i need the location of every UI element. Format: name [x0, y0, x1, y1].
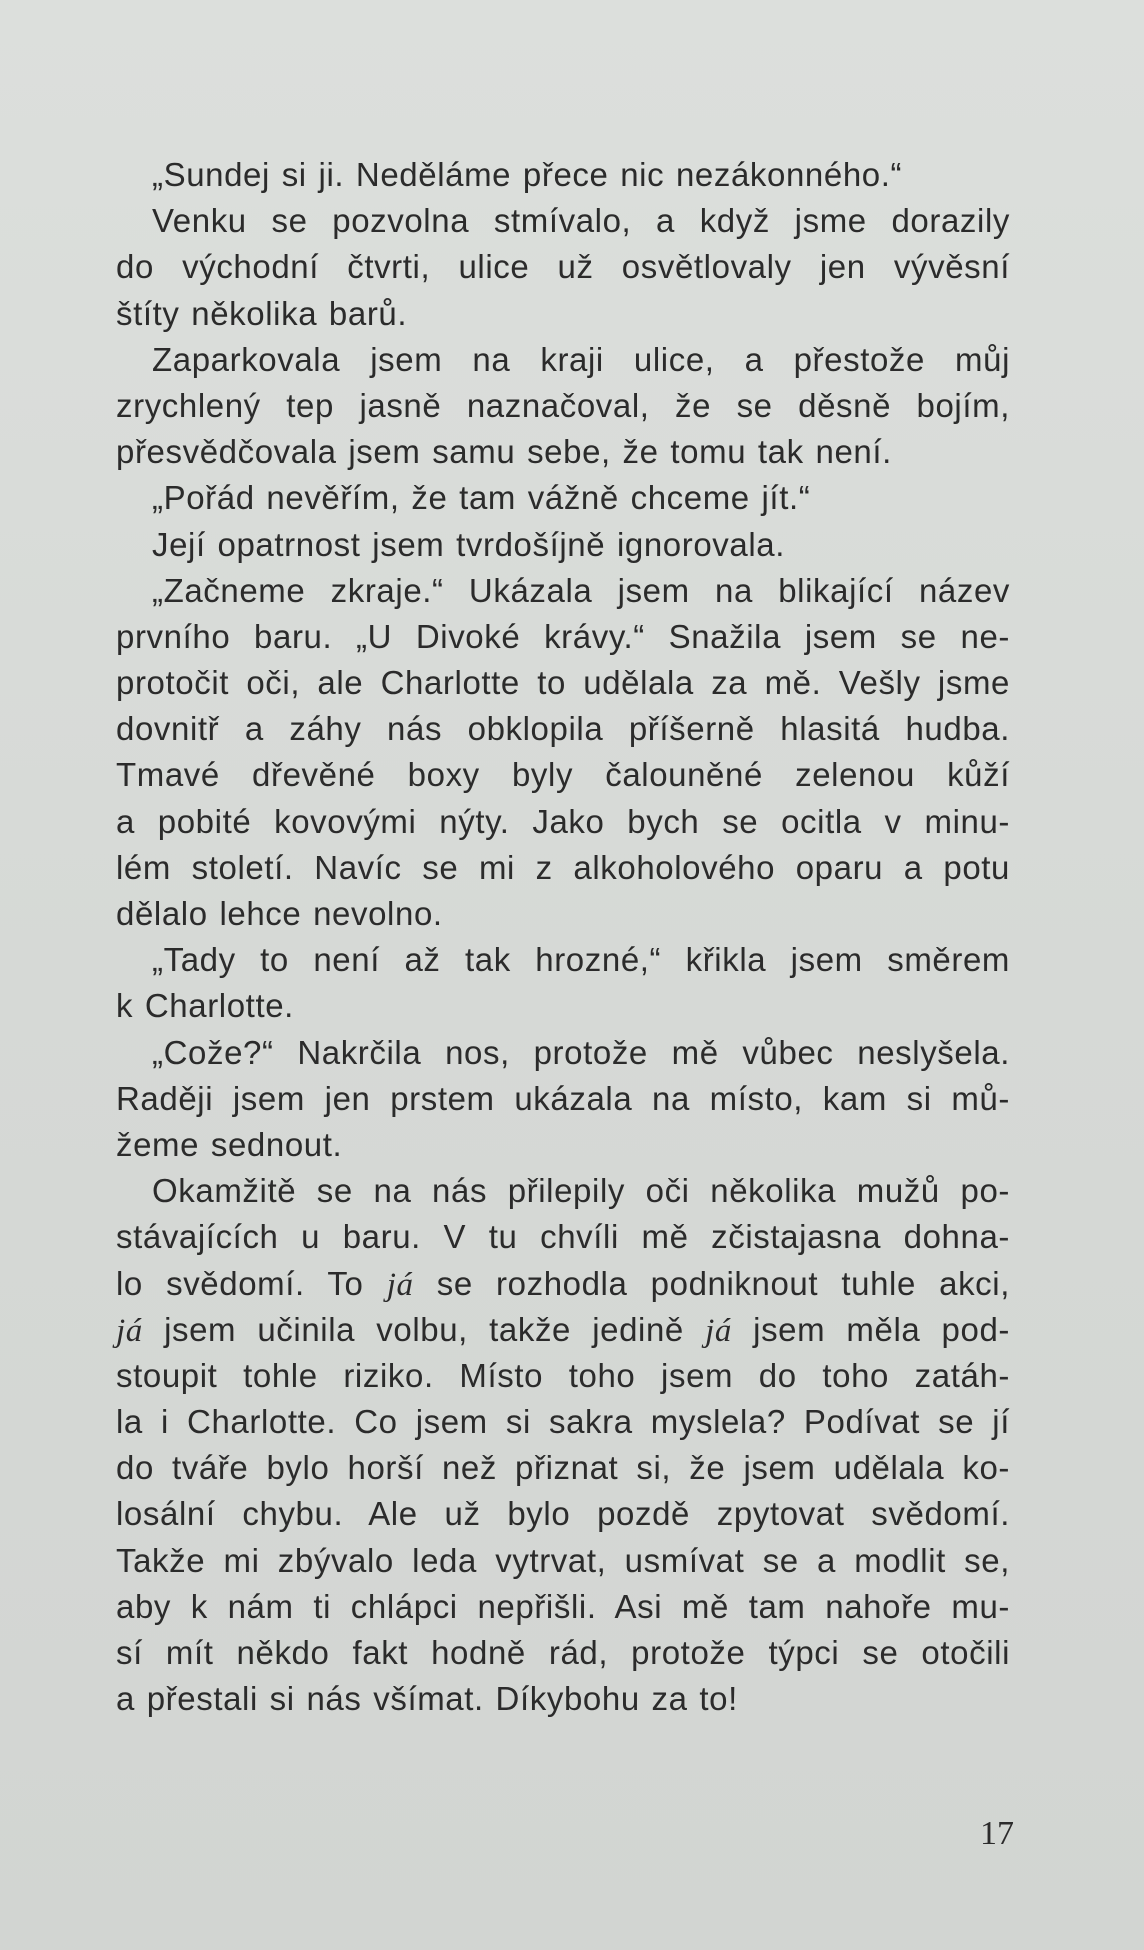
- text-line: prvního baru. „U Divoké krávy.“ Snažila jsem se ne-: [116, 617, 1010, 655]
- emphasis-text: já: [116, 1312, 143, 1349]
- text-line: žeme sednout.: [116, 1125, 343, 1163]
- body-text: [116, 152, 1010, 1722]
- text-line: Okamžitě se na nás přilepily oči několika mužů po-: [152, 1172, 1010, 1210]
- text-line: „Tady to není až tak hrozné,“ křikla jsem směrem: [152, 941, 1010, 979]
- text-line: zrychlený tep jasně naznačoval, že se děsně bojím,: [116, 386, 1010, 424]
- text-line: k Charlotte.: [116, 987, 294, 1025]
- text-line: Zaparkovala jsem na kraji ulice, a přestože můj: [152, 340, 1010, 378]
- text-line: přesvědčovala jsem samu sebe, že tomu tak není.: [116, 433, 892, 471]
- page-number: 17: [980, 1815, 1014, 1852]
- text-line: lém století. Navíc se mi z alkoholového oparu a potu: [116, 848, 1010, 886]
- text-line: Tmavé dřevěné boxy byly čalouněné zelenou kůží: [116, 756, 1010, 794]
- text-line: losální chybu. Ale už bylo pozdě zpytovat svědomí.: [116, 1495, 1010, 1533]
- text-line: dovnitř a záhy nás obklopila příšerně hlasitá hudba.: [116, 710, 1010, 748]
- text-line: stávajících u baru. V tu chvíli mě zčistajasna dohna-: [116, 1218, 1010, 1256]
- text-line: já jsem učinila volbu, takže jedině já jsem měla pod-: [116, 1310, 1010, 1349]
- text-line: la i Charlotte. Co jsem si sakra myslela? Podívat se jí: [116, 1403, 1010, 1441]
- text-line: aby k nám ti chlápci nepřišli. Asi mě tam nahoře mu-: [116, 1587, 1010, 1625]
- text-line: „Cože?“ Nakrčila nos, protože mě vůbec neslyšela.: [152, 1033, 1010, 1071]
- text-line: a pobité kovovými nýty. Jako bych se ocitla v minu-: [116, 802, 1010, 840]
- text-line: Venku se pozvolna stmívalo, a když jsme dorazily: [152, 202, 1010, 240]
- emphasis-text: já: [386, 1266, 414, 1303]
- text-line: do tváře bylo horší než přiznat si, že jsem udělala ko-: [116, 1449, 1010, 1487]
- text-line: „Začneme zkraje.“ Ukázala jsem na blikající název: [152, 571, 1010, 609]
- emphasis-text: já: [705, 1312, 732, 1349]
- text-line: štíty několika barů.: [116, 294, 408, 332]
- text-line: „Pořád nevěřím, že tam vážně chceme jít.“: [152, 479, 811, 517]
- text-line: sí mít někdo fakt hodně rád, protože týpci se otočili: [116, 1634, 1010, 1671]
- text-line: do východní čtvrti, ulice už osvětlovaly jen vývěsní: [116, 248, 1010, 286]
- text-line: Raději jsem jen prstem ukázala na místo, kam si mů-: [116, 1079, 1010, 1117]
- text-line: Její opatrnost jsem tvrdošíjně ignorovala.: [152, 525, 786, 563]
- text-line: dělalo lehce nevolno.: [116, 895, 443, 932]
- text-line: lo svědomí. To já se rozhodla podniknout tuhle akci,: [116, 1264, 1010, 1303]
- text-line: a přestali si nás všímat. Díkybohu za to!: [116, 1680, 738, 1718]
- text-line: protočit oči, ale Charlotte to udělala za mě. Vešly jsme: [116, 664, 1010, 702]
- text-line: Takže mi zbývalo leda vytrvat, usmívat se a modlit se,: [116, 1541, 1010, 1579]
- text-line: „Sundej si ji. Neděláme přece nic nezákonného.“: [152, 156, 903, 193]
- text-line: stoupit tohle riziko. Místo toho jsem do toho zatáh-: [116, 1356, 1010, 1394]
